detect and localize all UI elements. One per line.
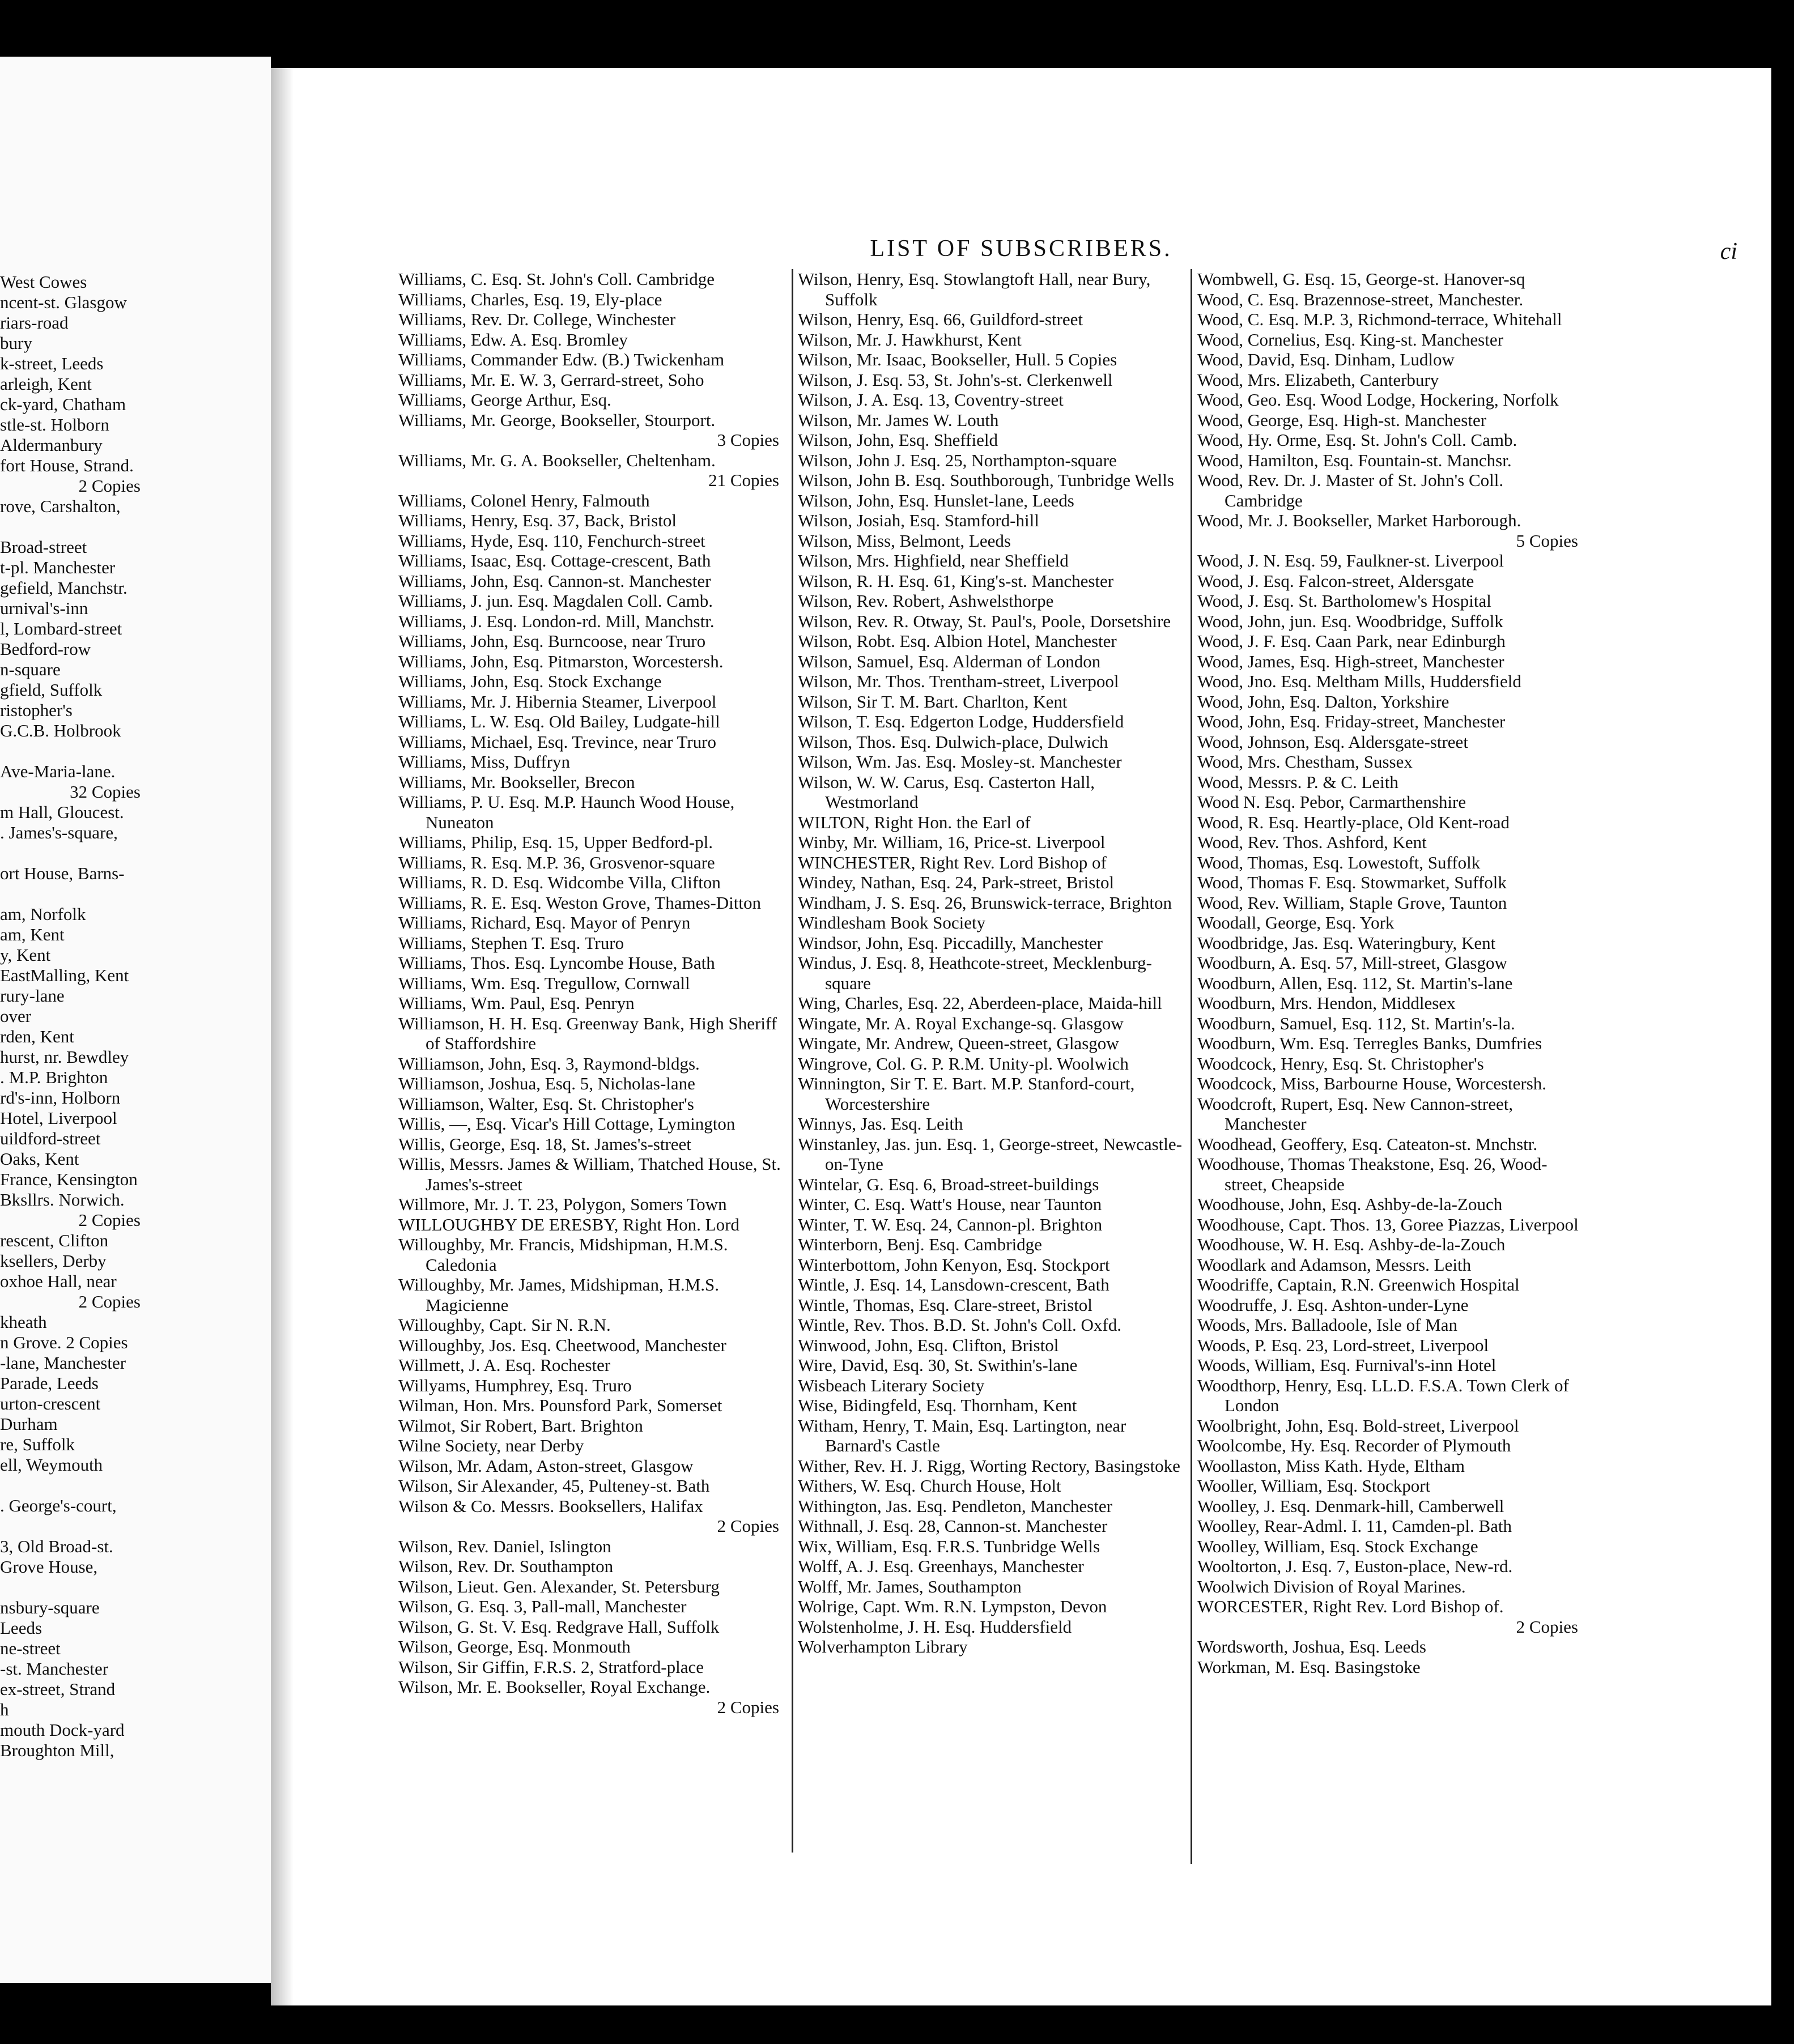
facing-page-entry: arleigh, Kent bbox=[0, 374, 92, 394]
subscriber-entry: Williams, R. Esq. M.P. 36, Grosvenor-square bbox=[398, 852, 715, 872]
subscriber-entry: Wilson, Wm. Jas. Esq. Mosley-st. Manchester bbox=[798, 752, 1122, 772]
subscriber-entry: Woodthorp, Henry, Esq. LL.D. F.S.A. Town Clerk of London bbox=[1197, 1375, 1569, 1415]
subscriber-entry: Williams, John, Esq. Stock Exchange bbox=[398, 671, 662, 691]
facing-page-entry: ncent-st. Glasgow bbox=[0, 292, 127, 312]
subscriber-entry: Wilson, G. Esq. 3, Pall-mall, Manchester bbox=[398, 1596, 687, 1616]
subscriber-entry: Wilson, John B. Esq. Southborough, Tunbridge Wells bbox=[798, 470, 1174, 490]
subscriber-entry: WORCESTER, Right Rev. Lord Bishop of. bbox=[1197, 1596, 1504, 1616]
subscriber-entry: Wolff, Mr. James, Southampton bbox=[798, 1576, 1022, 1596]
subscriber-entry: Wilson, Mr. Thos. Trentham-street, Liverpool bbox=[798, 671, 1119, 691]
facing-page-entry: am, Norfolk bbox=[0, 904, 86, 924]
subscriber-entry: Winstanley, Jas. jun. Esq. 1, George-street, Newcastle-on-Tyne bbox=[798, 1134, 1182, 1174]
subscriber-entry: Wilson, Rev. Dr. Southampton bbox=[398, 1556, 614, 1576]
subscriber-entry: Wilman, Hon. Mrs. Pounsford Park, Somerset bbox=[398, 1395, 722, 1415]
subscriber-entry: Williams, P. U. Esq. M.P. Haunch Wood House, Nuneaton bbox=[398, 792, 735, 832]
subscriber-entry: Winter, C. Esq. Watt's House, near Taunton bbox=[798, 1194, 1102, 1214]
facing-page-entry bbox=[0, 1475, 271, 1496]
subscriber-entry: Woollaston, Miss Kath. Hyde, Eltham bbox=[1197, 1455, 1465, 1476]
subscriber-entry: Wintle, J. Esq. 14, Lansdown-crescent, Bath bbox=[798, 1275, 1109, 1294]
facing-page-entry: 2 Copies bbox=[78, 1292, 141, 1311]
subscriber-entry: Willyams, Humphrey, Esq. Truro bbox=[398, 1375, 632, 1395]
facing-page-entry: EastMalling, Kent bbox=[0, 965, 129, 985]
subscriber-entry: Wilson, R. H. Esq. 61, King's-st. Manchester bbox=[798, 570, 1114, 591]
facing-page-entry: n Grove. 2 Copies bbox=[0, 1332, 128, 1352]
facing-page-entry: ksellers, Derby bbox=[0, 1251, 107, 1271]
facing-page-entry: Grove House, bbox=[0, 1557, 98, 1577]
subscriber-entry: Winterborn, Benj. Esq. Cambridge bbox=[798, 1234, 1042, 1254]
subscriber-entry: Wilson, Rev. R. Otway, St. Paul's, Poole, Dorsetshire bbox=[798, 611, 1171, 631]
subscriber-entry: Williamson, Joshua, Esq. 5, Nicholas-lane bbox=[398, 1074, 695, 1093]
subscriber-entry: Wilne Society, near Derby bbox=[398, 1436, 584, 1455]
subscriber-entry: Williams, Mr. G. A. Bookseller, Cheltenham. bbox=[398, 450, 716, 470]
subscriber-entry: Wilson, George, Esq. Monmouth bbox=[398, 1637, 631, 1657]
copies-count: 3 Copies bbox=[717, 430, 779, 450]
subscriber-entry: Woodburn, Mrs. Hendon, Middlesex bbox=[1197, 993, 1456, 1013]
subscriber-entry: Willoughby, Jos. Esq. Cheetwood, Manchester bbox=[398, 1335, 726, 1355]
subscriber-entry: Willoughby, Mr. James, Midshipman, H.M.S. Magicienne bbox=[398, 1275, 719, 1315]
facing-page-entry bbox=[0, 741, 271, 761]
subscriber-entry: Wilson, John, Esq. Hunslet-lane, Leeds bbox=[798, 490, 1074, 510]
subscriber-entry: Winterbottom, John Kenyon, Esq. Stockport bbox=[798, 1254, 1110, 1275]
facing-page-entry: 32 Copies bbox=[70, 782, 141, 802]
subscriber-entry: Wilson, Lieut. Gen. Alexander, St. Petersburg bbox=[398, 1576, 720, 1596]
subscriber-entry: Wilson, G. St. V. Esq. Redgrave Hall, Suffolk bbox=[398, 1616, 720, 1637]
subscriber-entry: Woodall, George, Esq. York bbox=[1197, 913, 1395, 932]
subscriber-entry: Williams, J. Esq. London-rd. Mill, Manchstr. bbox=[398, 611, 715, 631]
subscriber-entry: Wood, James, Esq. High-street, Manchester bbox=[1197, 651, 1504, 671]
subscriber-entry: Windsor, John, Esq. Piccadilly, Manchester bbox=[798, 932, 1103, 953]
subscriber-columns bbox=[398, 269, 1724, 1855]
subscriber-entry: Wilmot, Sir Robert, Bart. Brighton bbox=[398, 1415, 643, 1436]
subscriber-entry: Wilson, Mrs. Highfield, near Sheffield bbox=[798, 551, 1069, 570]
facing-page-entry: l, Lombard-street bbox=[0, 619, 122, 638]
subscriber-entry: Wingate, Mr. A. Royal Exchange-sq. Glasgow bbox=[798, 1013, 1124, 1033]
subscriber-entry: Woodlark and Adamson, Messrs. Leith bbox=[1197, 1254, 1472, 1275]
facing-page-entry: -st. Manchester bbox=[0, 1659, 109, 1679]
facing-page-entry: ristopher's bbox=[0, 700, 73, 720]
subscriber-entry: Wintle, Thomas, Esq. Clare-street, Bristol bbox=[798, 1294, 1092, 1315]
subscriber-entry: Wood, Rev. William, Staple Grove, Taunton bbox=[1197, 892, 1507, 913]
subscriber-entry: Wilson, John, Esq. Sheffield bbox=[798, 430, 998, 450]
facing-page-entry: rd's-inn, Holborn bbox=[0, 1088, 121, 1108]
subscriber-entry: Wilson, Sir T. M. Bart. Charlton, Kent bbox=[798, 691, 1068, 712]
subscriber-entry: Wilson, Mr. E. Bookseller, Royal Exchange. bbox=[398, 1677, 711, 1697]
subscriber-entry: Witham, Henry, T. Main, Esq. Lartington, near Barnard's Castle bbox=[798, 1415, 1126, 1455]
facing-page-entry: Aldermanbury bbox=[0, 435, 103, 455]
facing-page-entry: ck-yard, Chatham bbox=[0, 394, 126, 414]
subscriber-entry: WINCHESTER, Right Rev. Lord Bishop of bbox=[798, 852, 1107, 872]
subscriber-entry: Wolverhampton Library bbox=[798, 1637, 968, 1657]
subscriber-entry: Williams, John, Esq. Pitmarston, Worcestersh. bbox=[398, 651, 724, 671]
subscriber-entry: WILLOUGHBY DE ERESBY, Right Hon. Lord bbox=[398, 1214, 739, 1234]
subscriber-entry: Williams, Wm. Paul, Esq. Penryn bbox=[398, 993, 635, 1013]
subscriber-entry: Woodcroft, Rupert, Esq. New Cannon-street, Manchester bbox=[1197, 1093, 1514, 1134]
subscriber-entry: Willis, George, Esq. 18, St. James's-street bbox=[398, 1134, 691, 1154]
subscriber-entry: Wood, Geo. Esq. Wood Lodge, Hockering, Norfolk bbox=[1197, 390, 1559, 410]
subscriber-entry: Woolwich Division of Royal Marines. bbox=[1197, 1576, 1466, 1596]
subscriber-entry: Wilson, Henry, Esq. 66, Guildford-street bbox=[798, 309, 1083, 329]
subscriber-entry: Williams, R. E. Esq. Weston Grove, Thames-Ditton bbox=[398, 892, 762, 913]
facing-page-entry: am, Kent bbox=[0, 925, 65, 944]
subscriber-entry: Workman, M. Esq. Basingstoke bbox=[1197, 1657, 1421, 1677]
facing-page-entry: rury-lane bbox=[0, 986, 65, 1006]
subscriber-entry: Williams, John, Esq. Burncoose, near Truro bbox=[398, 631, 706, 651]
subscriber-entry: Woolbright, John, Esq. Bold-street, Liverpool bbox=[1197, 1415, 1519, 1436]
facing-page-entry: 2 Copies bbox=[78, 1210, 141, 1230]
subscriber-entry: Winnys, Jas. Esq. Leith bbox=[798, 1114, 963, 1134]
subscriber-entry: Wood, Thomas F. Esq. Stowmarket, Suffolk bbox=[1197, 872, 1507, 892]
subscriber-entry: Williams, Charles, Esq. 19, Ely-place bbox=[398, 289, 662, 309]
facing-page-entry: over bbox=[0, 1006, 32, 1026]
facing-page-entry: rove, Carshalton, bbox=[0, 496, 121, 516]
facing-page-entry: urton-crescent bbox=[0, 1394, 101, 1413]
subscriber-entry: Woodriffe, Captain, R.N. Greenwich Hospital bbox=[1197, 1275, 1520, 1294]
subscriber-entry: Willmett, J. A. Esq. Rochester bbox=[398, 1355, 611, 1375]
subscriber-entry: Wooltorton, J. Esq. 7, Euston-place, New-rd. bbox=[1197, 1556, 1513, 1576]
facing-page-entry: Oaks, Kent bbox=[0, 1149, 79, 1169]
subscriber-entry: Woodburn, Samuel, Esq. 112, St. Martin's-la. bbox=[1197, 1013, 1515, 1033]
facing-page-entry: ort House, Barns- bbox=[0, 863, 125, 883]
subscriber-entry: Woodhouse, Thomas Theakstone, Esq. 26, Wood-street, Cheapside bbox=[1197, 1154, 1548, 1194]
subscriber-entry: Wilson, Rev. Daniel, Islington bbox=[398, 1536, 611, 1556]
subscriber-entry: WILTON, Right Hon. the Earl of bbox=[798, 812, 1031, 832]
subscriber-entry: Wilson, Mr. J. Hawkhurst, Kent bbox=[798, 329, 1022, 350]
subscriber-entry: Williamson, John, Esq. 3, Raymond-bldgs. bbox=[398, 1053, 700, 1074]
subscriber-entry: Wood, George, Esq. High-st. Manchester bbox=[1197, 410, 1487, 430]
subscriber-entry: Wing, Charles, Esq. 22, Aberdeen-place, Maida-hill bbox=[798, 993, 1162, 1013]
subscriber-entry: Willis, —, Esq. Vicar's Hill Cottage, Lymington bbox=[398, 1114, 736, 1134]
subscriber-entry: Williams, J. jun. Esq. Magdalen Coll. Camb. bbox=[398, 591, 713, 611]
subscriber-entry: Windlesham Book Society bbox=[798, 913, 986, 932]
subscriber-entry: Wilson, Mr. Adam, Aston-street, Glasgow bbox=[398, 1455, 694, 1476]
subscriber-entry: Wilson, Thos. Esq. Dulwich-place, Dulwich bbox=[798, 731, 1108, 752]
facing-page-entry: gefield, Manchstr. bbox=[0, 578, 127, 598]
facing-page-entry: Bedford-row bbox=[0, 639, 91, 659]
subscriber-entry: Wood N. Esq. Pebor, Carmarthenshire bbox=[1197, 792, 1466, 812]
subscriber-entry: Woodhouse, Capt. Thos. 13, Goree Piazzas, Liverpool bbox=[1197, 1214, 1579, 1234]
facing-page-entry: Broad-street bbox=[0, 537, 87, 557]
subscriber-entry: Wood, Mrs. Elizabeth, Canterbury bbox=[1197, 369, 1439, 390]
subscriber-entry: Wood, Messrs. P. & C. Leith bbox=[1197, 772, 1398, 792]
subscriber-entry: Wilson, Rev. Robert, Ashwelsthorpe bbox=[798, 591, 1054, 611]
subscriber-entry: Wingate, Mr. Andrew, Queen-street, Glasgow bbox=[798, 1033, 1119, 1053]
subscriber-entry: Wilson, Miss, Belmont, Leeds bbox=[798, 530, 1011, 551]
subscriber-entry: Woodcock, Henry, Esq. St. Christopher's bbox=[1197, 1053, 1484, 1074]
subscriber-entry: Woods, Mrs. Balladoole, Isle of Man bbox=[1197, 1315, 1457, 1335]
subscriber-entry: Wilson, Samuel, Esq. Alderman of London bbox=[798, 651, 1101, 671]
subscriber-entry: Williams, George Arthur, Esq. bbox=[398, 390, 611, 410]
subscriber-entry: Wilson, W. W. Carus, Esq. Casterton Hall, Westmorland bbox=[798, 772, 1095, 812]
subscriber-column-2 bbox=[798, 269, 1183, 1657]
subscriber-entry: Williams, R. D. Esq. Widcombe Villa, Clifton bbox=[398, 872, 721, 892]
subscriber-entry: Wordsworth, Joshua, Esq. Leeds bbox=[1197, 1637, 1426, 1657]
subscriber-entry: Wilson, Sir Giffin, F.R.S. 2, Stratford-place bbox=[398, 1657, 704, 1677]
subscriber-entry: Williams, Mr. E. W. 3, Gerrard-street, Soho bbox=[398, 369, 704, 390]
facing-page-entry: . M.P. Brighton bbox=[0, 1067, 108, 1087]
column-rule bbox=[1191, 269, 1192, 1864]
subscriber-entry: Williams, Stephen T. Esq. Truro bbox=[398, 932, 624, 953]
subscriber-entry: Windus, J. Esq. 8, Heathcote-street, Mecklenburg-square bbox=[798, 953, 1152, 993]
subscriber-entry: Wood, Jno. Esq. Meltham Mills, Huddersfield bbox=[1197, 671, 1521, 691]
copies-count: 2 Copies bbox=[717, 1516, 779, 1536]
facing-page-entry: y, Kent bbox=[0, 945, 51, 965]
subscriber-entry: Woodhouse, John, Esq. Ashby-de-la-Zouch bbox=[1197, 1194, 1503, 1214]
subscriber-entry: Wilson, T. Esq. Edgerton Lodge, Huddersfield bbox=[798, 712, 1124, 731]
subscriber-entry: Wood, Mrs. Chestham, Sussex bbox=[1197, 752, 1413, 772]
facing-page-entry: uildford-street bbox=[0, 1129, 101, 1148]
subscriber-entry: Woolley, J. Esq. Denmark-hill, Camberwell bbox=[1197, 1496, 1504, 1516]
facing-page-entry: G.C.B. Holbrook bbox=[0, 721, 121, 740]
subscriber-entry: Williams, Edw. A. Esq. Bromley bbox=[398, 329, 628, 350]
facing-page-entry bbox=[0, 517, 271, 537]
subscriber-entry: Willoughby, Mr. Francis, Midshipman, H.M.S. Caledonia bbox=[398, 1234, 728, 1275]
subscriber-entry: Wilson & Co. Messrs. Booksellers, Halifax bbox=[398, 1496, 703, 1516]
subscriber-entry: Woolcombe, Hy. Esq. Recorder of Plymouth bbox=[1197, 1436, 1511, 1455]
subscriber-entry: Williams, Henry, Esq. 37, Back, Bristol bbox=[398, 510, 677, 530]
facing-page-entry: ex-street, Strand bbox=[0, 1679, 116, 1699]
subscriber-entry: Williams, Rev. Dr. College, Winchester bbox=[398, 309, 676, 329]
facing-page-entry: riars-road bbox=[0, 313, 69, 333]
subscriber-entry: Woolley, Rear-Adml. I. 11, Camden-pl. Bath bbox=[1197, 1516, 1512, 1536]
subscriber-entry: Wood, C. Esq. Brazennose-street, Manchester. bbox=[1197, 289, 1524, 309]
subscriber-entry: Wood, Johnson, Esq. Aldersgate-street bbox=[1197, 731, 1468, 752]
facing-page-entry: ell, Weymouth bbox=[0, 1455, 103, 1475]
copies-count: 2 Copies bbox=[1516, 1616, 1578, 1637]
facing-page-entry: 3, Old Broad-st. bbox=[0, 1536, 113, 1556]
page-title: LIST OF SUBSCRIBERS. bbox=[870, 236, 1172, 262]
subscriber-entry: Williams, Philip, Esq. 15, Upper Bedford-pl. bbox=[398, 832, 713, 852]
facing-page-entry: fort House, Strand. bbox=[0, 455, 134, 475]
subscriber-entry: Wilson, Henry, Esq. Stowlangtoft Hall, near Bury, Suffolk bbox=[798, 269, 1151, 309]
subscriber-entry: Wilson, Robt. Esq. Albion Hotel, Manchester bbox=[798, 631, 1117, 651]
subscriber-entry: Williamson, Walter, Esq. St. Christopher's bbox=[398, 1093, 694, 1114]
subscriber-entry: Wooller, William, Esq. Stockport bbox=[1197, 1476, 1431, 1496]
facing-page-entry: -lane, Manchester bbox=[0, 1353, 126, 1373]
facing-page-entry: re, Suffolk bbox=[0, 1434, 75, 1454]
column-rule bbox=[792, 269, 793, 1853]
subscriber-entry: Withnall, J. Esq. 28, Cannon-st. Manchester bbox=[798, 1516, 1108, 1536]
facing-page-entry: Leeds bbox=[0, 1618, 42, 1638]
facing-page-entry: Durham bbox=[0, 1414, 58, 1434]
subscriber-entry: Wood, Rev. Thos. Ashford, Kent bbox=[1197, 832, 1427, 852]
facing-page-entry: stle-st. Holborn bbox=[0, 415, 109, 435]
subscriber-entry: Wilson, Josiah, Esq. Stamford-hill bbox=[798, 510, 1039, 530]
facing-page-entry bbox=[0, 843, 271, 863]
facing-page-fragment bbox=[0, 57, 271, 1983]
subscriber-entry: Wilson, J. A. Esq. 13, Coventry-street bbox=[798, 390, 1064, 410]
page-number: ci bbox=[1720, 239, 1737, 265]
subscriber-entry: Woodruffe, J. Esq. Ashton-under-Lyne bbox=[1197, 1294, 1469, 1315]
subscriber-entry: Wise, Bidingfeld, Esq. Thornham, Kent bbox=[798, 1395, 1077, 1415]
subscriber-entry: Wombwell, G. Esq. 15, George-st. Hanover-sq bbox=[1197, 269, 1525, 289]
subscriber-entry: Wingrove, Col. G. P. R.M. Unity-pl. Woolwich bbox=[798, 1053, 1129, 1074]
facing-page-entry: bury bbox=[0, 333, 32, 353]
subscriber-entry: Woodhouse, W. H. Esq. Ashby-de-la-Zouch bbox=[1197, 1234, 1506, 1254]
facing-page-entry: West Cowes bbox=[0, 272, 87, 292]
facing-page-entry: k-street, Leeds bbox=[0, 354, 104, 373]
subscriber-entry: Williams, Michael, Esq. Trevince, near Truro bbox=[398, 731, 716, 752]
subscriber-entry: Williams, John, Esq. Cannon-st. Manchester bbox=[398, 570, 711, 591]
subscriber-entry: Williams, Thos. Esq. Lyncombe House, Bath bbox=[398, 953, 715, 973]
facing-page-entry: rden, Kent bbox=[0, 1027, 74, 1046]
subscriber-entry: Wire, David, Esq. 30, St. Swithin's-lane bbox=[798, 1355, 1078, 1375]
subscriber-entry: Wood, J. Esq. Falcon-street, Aldersgate bbox=[1197, 570, 1474, 591]
subscriber-entry: Wilson, John J. Esq. 25, Northampton-square bbox=[798, 450, 1117, 470]
subscriber-entry: Wood, J. Esq. St. Bartholomew's Hospital bbox=[1197, 591, 1491, 611]
facing-page-column bbox=[0, 272, 271, 1761]
facing-page-entry: Ave-Maria-lane. bbox=[0, 761, 116, 781]
facing-page-entry: France, Kensington bbox=[0, 1169, 138, 1189]
gutter-shadow bbox=[271, 68, 294, 2005]
subscriber-entry: Willmore, Mr. J. T. 23, Polygon, Somers Town bbox=[398, 1194, 727, 1214]
facing-page-entry: ne-street bbox=[0, 1638, 61, 1658]
facing-page-entry: n-square bbox=[0, 659, 61, 679]
subscriber-column-1 bbox=[398, 269, 784, 1717]
subscriber-entry: Woodburn, Wm. Esq. Terregles Banks, Dumfries bbox=[1197, 1033, 1542, 1053]
subscriber-entry: Williams, Colonel Henry, Falmouth bbox=[398, 490, 650, 510]
facing-page-entry: . George's-court, bbox=[0, 1496, 117, 1515]
copies-count: 21 Copies bbox=[708, 470, 779, 490]
facing-page-entry: mouth Dock-yard bbox=[0, 1720, 125, 1740]
subscriber-entry: Woodcock, Miss, Barbourne House, Worcestersh. bbox=[1197, 1074, 1547, 1093]
subscriber-entry: Wood, Hy. Orme, Esq. St. John's Coll. Camb. bbox=[1197, 430, 1517, 450]
facing-page-entry: nsbury-square bbox=[0, 1598, 100, 1617]
subscriber-entry: Winby, Mr. William, 16, Price-st. Liverpool bbox=[798, 832, 1106, 852]
subscriber-entry: Woodburn, Allen, Esq. 112, St. Martin's-lane bbox=[1197, 973, 1513, 993]
subscriber-entry: Williamson, H. H. Esq. Greenway Bank, High Sheriff of Staffordshire bbox=[398, 1013, 777, 1053]
subscriber-entry: Wolff, A. J. Esq. Greenhays, Manchester bbox=[798, 1556, 1084, 1576]
facing-page-entry: Parade, Leeds bbox=[0, 1373, 99, 1393]
subscriber-entry: Wood, Hamilton, Esq. Fountain-st. Manchsr. bbox=[1197, 450, 1512, 470]
subscriber-entry: Wood, Cornelius, Esq. King-st. Manchester bbox=[1197, 329, 1503, 350]
subscriber-entry: Withington, Jas. Esq. Pendleton, Manchester bbox=[798, 1496, 1112, 1516]
facing-page-entry: Broughton Mill, bbox=[0, 1740, 114, 1760]
subscriber-entry: Williams, Mr. J. Hibernia Steamer, Liverpool bbox=[398, 691, 717, 712]
subscriber-entry: Wilson, Mr. James W. Louth bbox=[798, 410, 999, 430]
subscriber-entry: Windey, Nathan, Esq. 24, Park-street, Bristol bbox=[798, 872, 1115, 892]
subscriber-entry: Wilson, J. Esq. 53, St. John's-st. Clerkenwell bbox=[798, 369, 1113, 390]
facing-page-entry bbox=[0, 884, 271, 904]
subscriber-entry: Williams, Isaac, Esq. Cottage-crescent, Bath bbox=[398, 551, 711, 570]
facing-page-entry: h bbox=[0, 1700, 9, 1719]
subscriber-entry: Williams, L. W. Esq. Old Bailey, Ludgate-hill bbox=[398, 712, 720, 731]
subscriber-entry: Willoughby, Capt. Sir N. R.N. bbox=[398, 1315, 611, 1335]
facing-page-entry: Hotel, Liverpool bbox=[0, 1108, 117, 1128]
subscriber-entry: Woods, William, Esq. Furnival's-inn Hotel bbox=[1197, 1355, 1497, 1375]
subscriber-entry: Woolley, William, Esq. Stock Exchange bbox=[1197, 1536, 1478, 1556]
subscriber-entry: Wood, Thomas, Esq. Lowestoft, Suffolk bbox=[1197, 852, 1481, 872]
subscriber-entry: Williams, Mr. George, Bookseller, Stourport. bbox=[398, 410, 716, 430]
subscriber-entry: Wither, Rev. H. J. Rigg, Worting Rectory, Basingstoke bbox=[798, 1455, 1180, 1476]
subscriber-entry: Williams, Richard, Esq. Mayor of Penryn bbox=[398, 913, 691, 932]
subscriber-entry: Willis, Messrs. James & William, Thatched House, St. James's-street bbox=[398, 1154, 781, 1194]
subscriber-entry: Wood, J. N. Esq. 59, Faulkner-st. Liverpool bbox=[1197, 551, 1504, 570]
subscriber-entry: Wood, John, Esq. Friday-street, Manchester bbox=[1197, 712, 1506, 731]
subscriber-entry: Wix, William, Esq. F.R.S. Tunbridge Wells bbox=[798, 1536, 1100, 1556]
subscriber-entry: Windham, J. S. Esq. 26, Brunswick-terrace, Brighton bbox=[798, 892, 1172, 913]
copies-count: 5 Copies bbox=[1516, 530, 1578, 551]
facing-page-entry bbox=[0, 1516, 271, 1536]
subscriber-column-3 bbox=[1197, 269, 1583, 1677]
subscriber-entry: Wintelar, G. Esq. 6, Broad-street-buildings bbox=[798, 1174, 1099, 1194]
subscriber-entry: Woodhead, Geoffery, Esq. Cateaton-st. Mnchstr. bbox=[1197, 1134, 1538, 1154]
facing-page-entry: gfield, Suffolk bbox=[0, 680, 103, 700]
subscriber-entry: Williams, Commander Edw. (B.) Twickenham bbox=[398, 350, 725, 369]
subscriber-entry: Winwood, John, Esq. Clifton, Bristol bbox=[798, 1335, 1059, 1355]
page bbox=[271, 68, 1771, 2005]
facing-page-entry: t-pl. Manchester bbox=[0, 557, 116, 577]
subscriber-entry: Wood, David, Esq. Dinham, Ludlow bbox=[1197, 350, 1455, 369]
subscriber-entry: Williams, Hyde, Esq. 110, Fenchurch-street bbox=[398, 530, 705, 551]
subscriber-entry: Woods, P. Esq. 23, Lord-street, Liverpool bbox=[1197, 1335, 1489, 1355]
copies-count: 2 Copies bbox=[717, 1697, 779, 1717]
subscriber-entry: Wilson, Mr. Isaac, Bookseller, Hull. 5 Copies bbox=[798, 350, 1117, 369]
subscriber-entry: Wintle, Rev. Thos. B.D. St. John's Coll. Oxfd. bbox=[798, 1315, 1121, 1335]
facing-page-entry bbox=[0, 1577, 271, 1598]
subscriber-entry: Wolstenholme, J. H. Esq. Huddersfield bbox=[798, 1616, 1072, 1637]
facing-page-entry: . James's-square, bbox=[0, 823, 118, 842]
facing-page-entry: 2 Copies bbox=[78, 476, 141, 496]
subscriber-entry: Williams, C. Esq. St. John's Coll. Cambridge bbox=[398, 269, 715, 289]
subscriber-entry: Wisbeach Literary Society bbox=[798, 1375, 985, 1395]
subscriber-entry: Woodbridge, Jas. Esq. Wateringbury, Kent bbox=[1197, 932, 1496, 953]
subscriber-entry: Wilson, Sir Alexander, 45, Pulteney-st. Bath bbox=[398, 1476, 710, 1496]
subscriber-entry: Williams, Wm. Esq. Tregullow, Cornwall bbox=[398, 973, 690, 993]
subscriber-entry: Williams, Mr. Bookseller, Brecon bbox=[398, 772, 635, 792]
subscriber-entry: Wood, Rev. Dr. J. Master of St. John's Coll. Cambridge bbox=[1197, 470, 1504, 510]
facing-page-entry: m Hall, Gloucest. bbox=[0, 802, 124, 822]
facing-page-entry: kheath bbox=[0, 1312, 47, 1332]
subscriber-entry: Williams, Miss, Duffryn bbox=[398, 752, 571, 772]
subscriber-entry: Withers, W. Esq. Church House, Holt bbox=[798, 1476, 1061, 1496]
facing-page-entry: urnival's-inn bbox=[0, 598, 88, 618]
subscriber-entry: Wolrige, Capt. Wm. R.N. Lympston, Devon bbox=[798, 1596, 1107, 1616]
facing-page-entry: hurst, nr. Bewdley bbox=[0, 1047, 129, 1067]
subscriber-entry: Wood, C. Esq. M.P. 3, Richmond-terrace, Whitehall bbox=[1197, 309, 1562, 329]
subscriber-entry: Winter, T. W. Esq. 24, Cannon-pl. Brighton bbox=[798, 1214, 1103, 1234]
subscriber-entry: Woodburn, A. Esq. 57, Mill-street, Glasgow bbox=[1197, 953, 1507, 973]
facing-page-entry: rescent, Clifton bbox=[0, 1230, 109, 1250]
subscriber-entry: Wood, Mr. J. Bookseller, Market Harborough. bbox=[1197, 510, 1521, 530]
facing-page-entry: oxhoe Hall, near bbox=[0, 1271, 117, 1291]
subscriber-entry: Wood, J. F. Esq. Caan Park, near Edinburgh bbox=[1197, 631, 1506, 651]
subscriber-entry: Wood, John, Esq. Dalton, Yorkshire bbox=[1197, 691, 1449, 712]
facing-page-entry: Bksllrs. Norwich. bbox=[0, 1190, 125, 1210]
subscriber-entry: Wood, John, jun. Esq. Woodbridge, Suffolk bbox=[1197, 611, 1503, 631]
subscriber-entry: Wood, R. Esq. Heartly-place, Old Kent-road bbox=[1197, 812, 1510, 832]
subscriber-entry: Winnington, Sir T. E. Bart. M.P. Stanford-court, Worcestershire bbox=[798, 1074, 1135, 1114]
